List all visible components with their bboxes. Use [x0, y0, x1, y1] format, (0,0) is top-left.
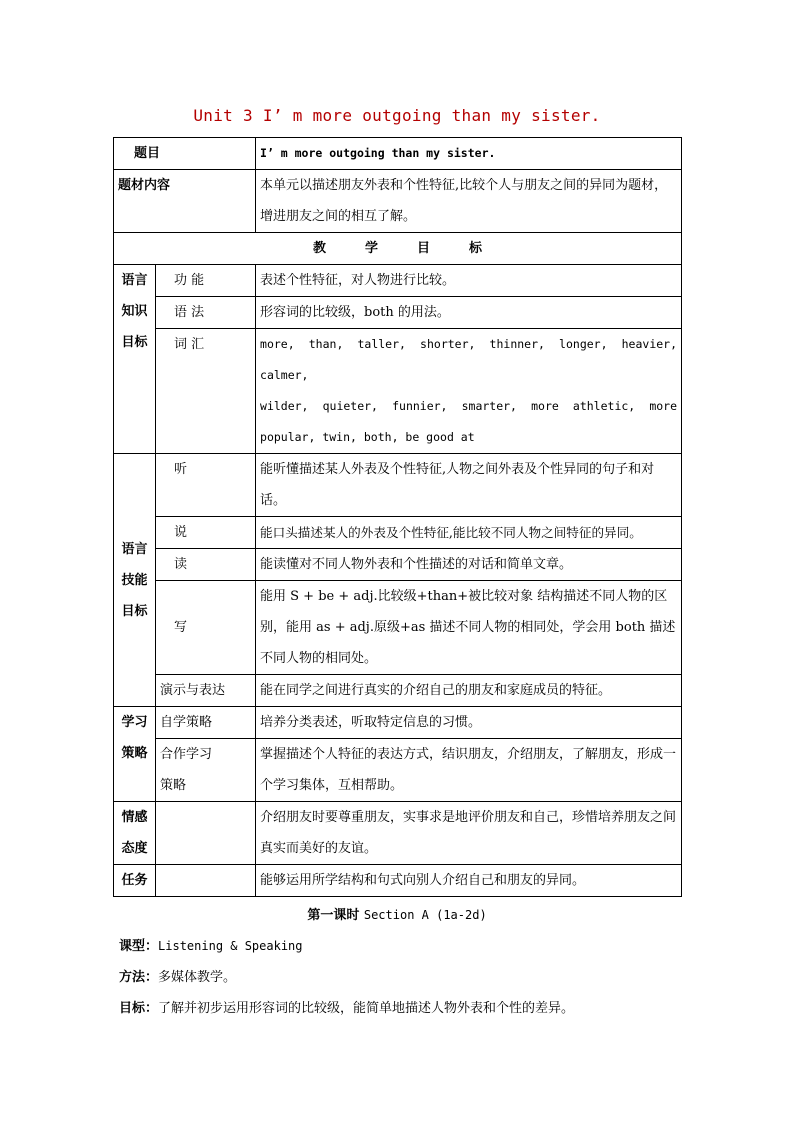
vocabulary-line: more, than, taller, shorter, thinner, longer, heavier, calmer,: [260, 337, 678, 382]
table-row-function: [114, 265, 682, 297]
objectives-header: 教 学 目 标: [114, 233, 682, 265]
material-label: 题材内容: [114, 170, 256, 233]
table-row-vocabulary: [114, 329, 682, 454]
cooperative-value: 掌握描述个人特征的表达方式，结识朋友，介绍朋友，了解朋友，形成一个学习集体，互相帮助。: [256, 739, 682, 802]
lesson-type-line: [119, 935, 303, 954]
vocabulary-label: 词 汇: [156, 329, 256, 454]
page-title: Unit 3 I’ m more outgoing than my sister.: [193, 106, 601, 125]
table-row-topic: [114, 138, 682, 170]
task-label: 任务: [114, 865, 156, 897]
method-label: 方法：: [119, 970, 159, 985]
learning-strategy-label: [114, 707, 156, 802]
lesson-type-value: Listening & Speaking: [158, 939, 303, 953]
emotion-empty-cell: [156, 802, 256, 865]
table-row-write: [114, 581, 682, 675]
read-value: 能读懂对不同人物外表和个性描述的对话和简单文章。: [256, 549, 682, 581]
write-value: 能用 S + be + adj.比较级+than+被比较对象 结构描述不同人物的区别，能用 as + adj.原级+as 描述不同人物的相同处，学会用 both 描述不同人物的相同处。: [256, 581, 682, 675]
method-line: [119, 966, 236, 985]
emotion-label-line: 情感: [121, 810, 148, 825]
goal-label: 目标：: [119, 1001, 159, 1016]
table-row-perform: [114, 675, 682, 707]
grammar-value: 形容词的比较级，both 的用法。: [256, 297, 682, 329]
vocabulary-line: popular, twin, both, be good at: [260, 430, 475, 444]
topic-label: 题目: [114, 138, 256, 170]
language-skills-label-line: 技能: [121, 572, 148, 588]
table-row-read: [114, 549, 682, 581]
table-row-self-study: [114, 707, 682, 739]
grammar-label: 语 法: [156, 297, 256, 329]
lesson-type-label: 课型：: [119, 939, 159, 954]
language-knowledge-label-line: 目标: [121, 335, 148, 350]
vocabulary-line: wilder, quieter, funnier, smarter, more athletic, more: [260, 399, 678, 413]
emotion-label: [114, 802, 156, 865]
self-study-value: 培养分类表述，听取特定信息的习惯。: [256, 707, 682, 739]
cooperative-label-line: 策略: [160, 778, 187, 793]
language-skills-label: [114, 454, 156, 707]
emotion-value: 介绍朋友时要尊重朋友，实事求是地评价朋友和自己，珍惜培养朋友之间真实而美好的友谊。: [256, 802, 682, 865]
speak-value: 能口头描述某人的外表及个性特征,能比较不同人物之间特征的异同。: [256, 517, 682, 549]
vocabulary-value: [256, 329, 682, 454]
write-label: 写: [156, 581, 256, 675]
table-row-emotion: [114, 802, 682, 865]
table-row-grammar: [114, 297, 682, 329]
section-heading-cn: 第一课时: [307, 908, 360, 923]
cooperative-label: [156, 739, 256, 802]
read-label: 读: [156, 549, 256, 581]
emotion-label-line: 态度: [121, 841, 148, 856]
table-row-objectives-header: [114, 233, 682, 265]
method-value: 多媒体教学。: [158, 970, 237, 985]
listen-label: 听: [156, 454, 256, 517]
table-row-material: [114, 170, 682, 233]
cooperative-label-line: 合作学习: [160, 747, 213, 762]
perform-value: 能在同学之间进行真实的介绍自己的朋友和家庭成员的特征。: [256, 675, 682, 707]
function-value: 表述个性特征，对人物进行比较。: [256, 265, 682, 297]
language-skills-label-line: 目标: [121, 603, 148, 619]
task-empty-cell: [156, 865, 256, 897]
language-skills-label-line: 语言: [121, 541, 148, 557]
table-row-task: [114, 865, 682, 897]
learning-strategy-label-line: 策略: [121, 746, 148, 761]
lesson-plan-table: [113, 137, 682, 897]
goal-line: [119, 997, 574, 1016]
material-value: 本单元以描述朋友外表和个性特征,比较个人与朋友之间的异同为题材，增进朋友之间的相互了解。: [256, 170, 682, 233]
perform-label: 演示与表达: [156, 675, 256, 707]
function-label: 功 能: [156, 265, 256, 297]
goal-value: 了解并初步运用形容词的比较级，能简单地描述人物外表和个性的差异。: [158, 1001, 575, 1016]
speak-label: 说: [156, 517, 256, 549]
self-study-label: 自学策略: [156, 707, 256, 739]
language-knowledge-label-line: 语言: [121, 273, 148, 288]
learning-strategy-label-line: 学习: [121, 715, 148, 730]
table-row-cooperative: [114, 739, 682, 802]
table-row-speak: [114, 517, 682, 549]
task-value: 能够运用所学结构和句式向别人介绍自己和朋友的异同。: [256, 865, 682, 897]
listen-value: 能听懂描述某人外表及个性特征,人物之间外表及个性异同的句子和对话。: [256, 454, 682, 517]
topic-value: I’ m more outgoing than my sister.: [256, 138, 682, 170]
section-heading: [0, 904, 794, 923]
table-row-listen: [114, 454, 682, 517]
language-knowledge-label-line: 知识: [121, 304, 148, 319]
section-heading-en: Section A (1a-2d): [363, 908, 487, 922]
language-knowledge-label: [114, 265, 156, 454]
